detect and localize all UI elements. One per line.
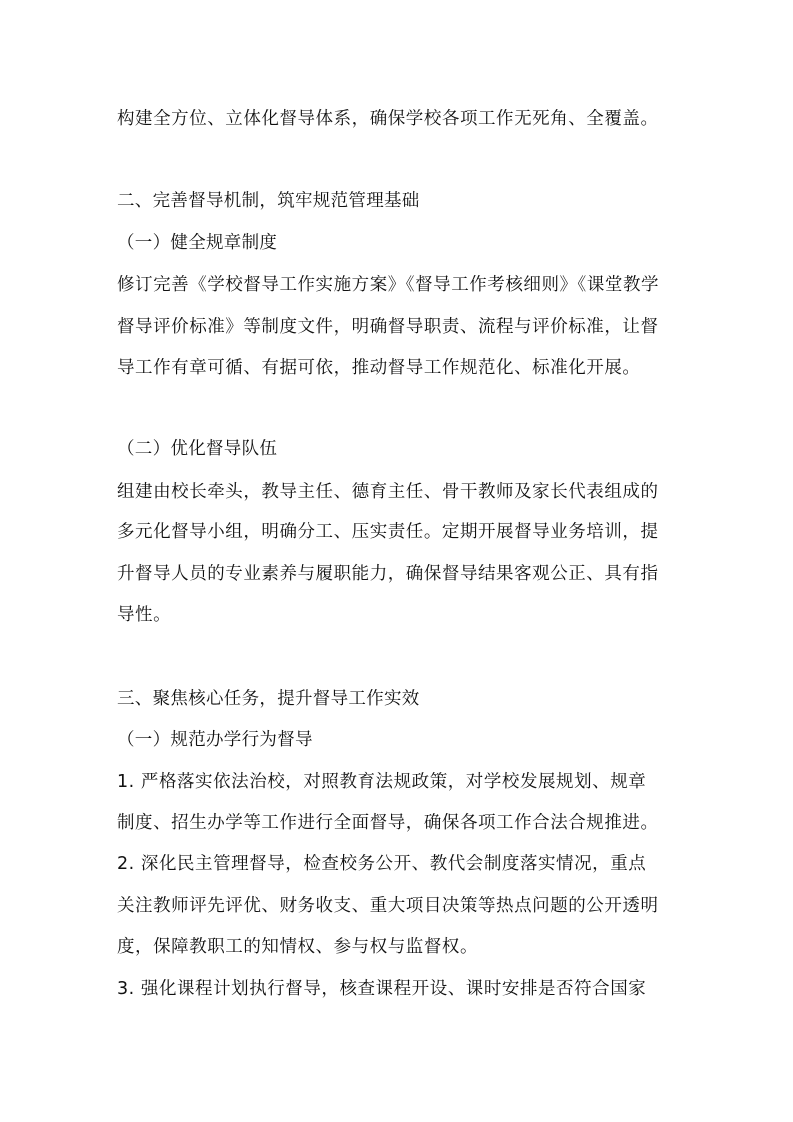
section-2-part-2-line-4: 导性。 [117, 605, 172, 625]
section-2-part-2-title: （二）优化督导队伍 [117, 439, 278, 459]
section-2-part-2-line-2: 多元化督导小组，明确分工、压实责任。定期开展督导业务培训，提 [117, 522, 659, 542]
section-2-part-1-line-2: 督导评价标准》等制度文件，明确督导职责、流程与评价标准，让督 [117, 317, 659, 337]
section-3-part-1-line-6: 3. 强化课程计划执行督导，核查课程开设、课时安排是否符合国家 [117, 979, 647, 999]
intro-line-1: 构建全方位、立体化督导体系，确保学校各项工作无死角、全覆盖。 [117, 109, 659, 129]
section-3-part-1-title: （一）规范办学行为督导 [117, 730, 313, 750]
section-2-part-2-line-3: 升督导人员的专业素养与履职能力，确保督导结果客观公正、具有指 [117, 564, 659, 584]
section-3-part-1-line-4: 关注教师评先评优、财务收支、重大项目决策等热点问题的公开透明 [117, 896, 659, 916]
section-2-heading: 二、完善督导机制，筑牢规范管理基础 [117, 191, 420, 211]
section-3-part-1-line-2: 制度、招生办学等工作进行全面督导，确保各项工作合法合规推进。 [117, 813, 659, 833]
section-2-part-1-line-3: 导工作有章可循、有据可依，推动督导工作规范化、标准化开展。 [117, 358, 641, 378]
section-2-part-2-line-1: 组建由校长牵头，教导主任、德育主任、骨干教师及家长代表组成的 [117, 482, 659, 502]
section-3-part-1-line-5: 度，保障教职工的知情权、参与权与监督权。 [117, 937, 478, 957]
section-3-heading: 三、聚焦核心任务，提升督导工作实效 [117, 689, 420, 709]
section-2-part-1-title: （一）健全规章制度 [117, 233, 278, 253]
section-2-part-1-line-1: 修订完善《学校督导工作实施方案》《督导工作考核细则》《课堂教学 [117, 275, 660, 295]
section-3-part-1-line-1: 1. 严格落实依法治校，对照教育法规政策，对学校发展规划、规章 [117, 772, 647, 792]
section-3-part-1-line-3: 2. 深化民主管理督导，检查校务公开、教代会制度落实情况，重点 [117, 854, 647, 874]
